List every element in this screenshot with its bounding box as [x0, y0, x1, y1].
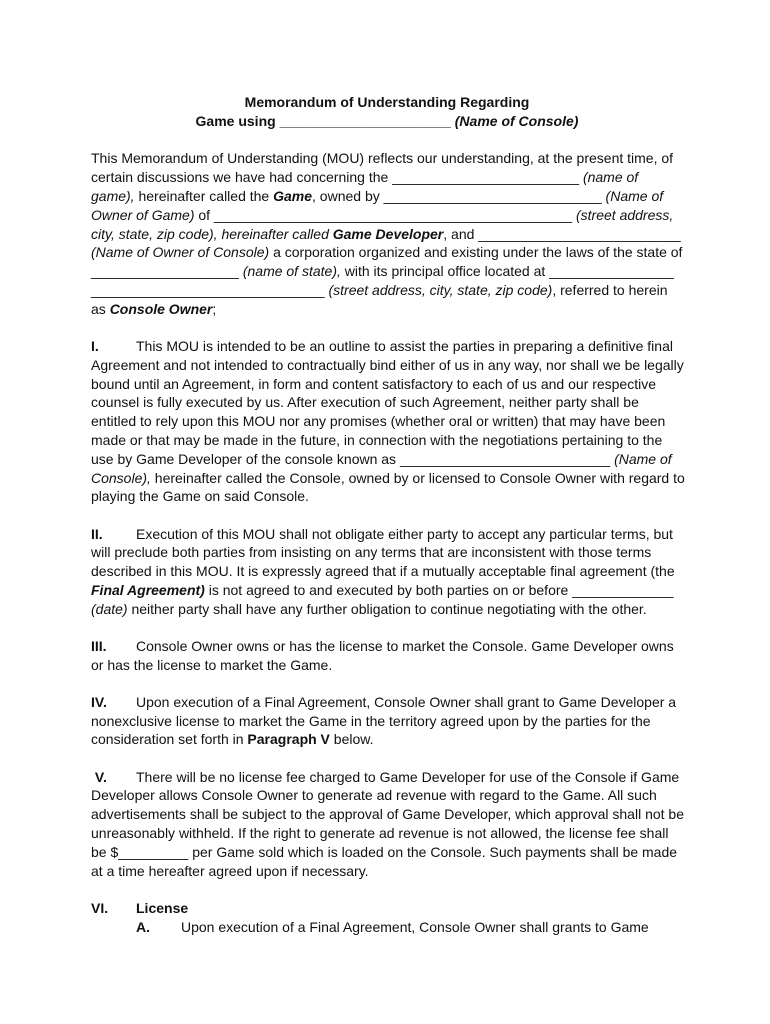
section — [91, 337, 683, 506]
text-run: use by Game Developer of the console known as ___________________________ — [91, 450, 615, 467]
section — [91, 525, 683, 619]
text-run: will preclude both parties from insisting on any terms that are inconsistent with those terms — [91, 544, 652, 561]
text-run: is not agreed to and executed by both parties on or before _____________ — [204, 581, 674, 598]
text-line — [91, 712, 683, 731]
text-run: Owner of Game) — [91, 206, 195, 223]
text-run: unreasonably withheld. If the right to generate ad revenue is not allowed, the license fee shall — [91, 825, 669, 842]
document-title — [91, 93, 683, 131]
text-line — [91, 375, 683, 394]
text-run: made or that may be made in the future, in connection with the negotiations pertaining to the — [91, 431, 663, 448]
intro-paragraph — [91, 149, 683, 318]
text-run: a corporation organized and existing under the laws of the state of — [269, 244, 683, 261]
text-run: ; — [212, 300, 217, 317]
subsection-text: Upon execution of a Final Agreement, Console Owner shall grants to Game — [181, 918, 649, 935]
subsection-number: A. — [136, 918, 150, 935]
text-run: city, state, zip code), hereinafter called — [91, 225, 333, 242]
text-line — [91, 824, 683, 843]
text-run: This Memorandum of Understanding (MOU) reflects our understanding, at the present time, of — [91, 150, 674, 167]
text-line — [91, 786, 683, 805]
text-line — [91, 187, 683, 206]
text-run: Final Agreement) — [91, 581, 205, 598]
text-run: entitled to rely upon this MOU nor any promises (whether oral or written) that may have been — [91, 413, 666, 430]
section-number: IV. — [91, 693, 107, 710]
text-run: neither party shall have any further obligation to continue negotiating with the other. — [127, 600, 647, 617]
text-run: ______________________________ — [91, 281, 329, 298]
text-run: below. — [329, 731, 374, 748]
section-number: VI. — [91, 899, 109, 916]
text-run: Console Owner owns or has the license to market the Console. Game Developer owns — [136, 637, 674, 654]
text-run: of ______________________________________________ — [194, 206, 576, 223]
text-line — [91, 562, 683, 581]
text-run: This MOU is intended to be an outline to assist the parties in preparing a definitive final — [136, 337, 673, 354]
text-line — [91, 693, 683, 712]
text-line — [91, 281, 683, 300]
text-run: Agreement and not intended to contractually bind either of us in any way, nor shall we be legally — [91, 356, 684, 373]
text-run: (name of state), — [242, 263, 341, 280]
section-6-heading: License — [136, 899, 189, 916]
section-6-heading-line — [91, 899, 683, 918]
section-number: V. — [91, 768, 107, 785]
text-line — [91, 843, 683, 862]
text-run: , and __________________________ — [443, 225, 681, 242]
text-run: (name of — [582, 169, 639, 186]
text-run: Game — [273, 187, 313, 204]
text-line — [91, 768, 683, 787]
text-run: bound until an Agreement, in form and content satisfactory to each of us and our respective — [91, 375, 657, 392]
text-line — [91, 243, 683, 262]
text-run: be $_________ per Game sold which is loaded on the Console. Such payments shall be made — [91, 843, 678, 860]
numbered-sections — [91, 337, 683, 880]
text-line — [91, 393, 683, 412]
text-line — [91, 581, 683, 600]
text-run: nonexclusive license to market the Game in the territory agreed upon by the parties for the — [91, 712, 651, 729]
text-run: game), — [91, 187, 135, 204]
text-run: Game Developer — [332, 225, 444, 242]
text-run: playing the Game on said Console. — [91, 488, 309, 505]
text-line — [91, 225, 683, 244]
text-line — [91, 487, 683, 506]
section — [91, 768, 683, 881]
text-line — [91, 862, 683, 881]
section-number: II. — [91, 525, 103, 542]
text-run: (Name of — [614, 450, 672, 467]
text-line — [91, 469, 683, 488]
text-run: Developer allows Console Owner to generate ad revenue with regard to the Game. All such — [91, 787, 657, 804]
text-line — [91, 412, 683, 431]
text-line — [91, 337, 683, 356]
text-line — [91, 450, 683, 469]
section-6 — [91, 899, 683, 937]
text-run: There will be no license fee charged to Game Developer for use of the Console if Game — [136, 768, 680, 785]
text-run: (Name of Owner of Console) — [91, 244, 270, 261]
text-line — [91, 431, 683, 450]
text-run: (street address, — [576, 206, 674, 223]
text-line — [91, 637, 683, 656]
text-line — [91, 168, 683, 187]
text-run: consideration set forth in — [91, 731, 248, 748]
text-run: hereinafter called the — [134, 187, 274, 204]
text-run: with its principal office located at ________________ — [340, 263, 674, 280]
text-line — [91, 206, 683, 225]
title-line-2-suffix: (Name of Console) — [454, 112, 579, 129]
text-run: described in this MOU. It is expressly agreed that if a mutually acceptable final agreement (the — [91, 563, 675, 580]
title-line-1: Memorandum of Understanding Regarding — [244, 94, 530, 110]
text-line — [91, 262, 683, 281]
section — [91, 637, 683, 675]
text-run: ___________________ — [91, 263, 243, 280]
text-run: Paragraph V — [247, 731, 330, 748]
text-run: Upon execution of a Final Agreement, Console Owner shall grant to Game Developer a — [136, 693, 677, 710]
title-line-2 — [91, 112, 683, 131]
text-run: (date) — [91, 600, 128, 617]
text-line — [91, 543, 683, 562]
text-run: Execution of this MOU shall not obligate either party to accept any particular terms, but — [136, 525, 673, 542]
section-number: I. — [91, 337, 99, 354]
text-line — [91, 356, 683, 375]
text-run: , referred to herein — [552, 281, 668, 298]
text-run: counsel is fully executed by us. After execution of such Agreement, neither party shall be — [91, 394, 639, 411]
section — [91, 693, 683, 749]
text-run: Console), — [91, 469, 151, 486]
text-line — [91, 805, 683, 824]
text-run: , owned by ____________________________ — [312, 187, 606, 204]
text-run: (Name of — [605, 187, 664, 204]
text-run: advertisements shall be subject to the approval of Game Developer, which approval shall not be — [91, 806, 685, 823]
text-run: Console Owner — [109, 300, 213, 317]
document-page — [91, 93, 683, 936]
text-line — [91, 600, 683, 619]
text-run: certain discussions we have had concerning the ________________________ — [91, 169, 583, 186]
text-run: hereinafter called the Console, owned by or licensed to Console Owner with regard to — [150, 469, 685, 486]
section-number: III. — [91, 637, 107, 654]
text-line — [91, 656, 683, 675]
text-run: as — [91, 300, 110, 317]
text-run: (street address, city, state, zip code) — [328, 281, 553, 298]
text-run: at a time hereafter agreed upon if necessary. — [91, 862, 369, 879]
text-line — [91, 149, 683, 168]
title-line-2-prefix: Game using ______________________ — [195, 112, 455, 129]
text-line — [91, 525, 683, 544]
text-run: or has the license to market the Game. — [91, 656, 333, 673]
text-line — [91, 730, 683, 749]
text-line — [91, 300, 683, 319]
subsection-a — [91, 918, 683, 937]
